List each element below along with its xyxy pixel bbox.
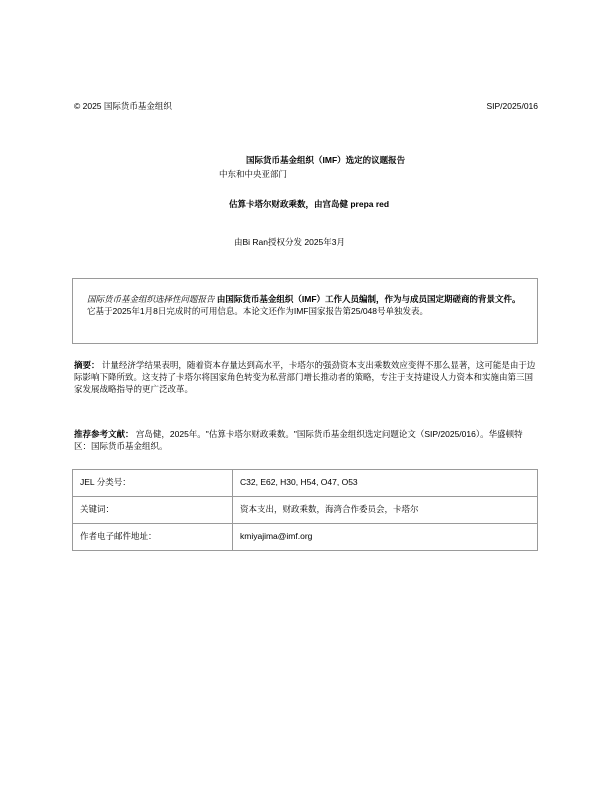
authorization-line: 由Bi Ran授权分发 2025年3月 bbox=[234, 237, 346, 247]
keywords-label: 关键词： bbox=[73, 497, 233, 524]
keywords-value: 资本支出，财政乘数，海湾合作委员会，卡塔尔 bbox=[233, 497, 538, 524]
table-row bbox=[73, 497, 538, 524]
disclaimer-lead-italic: 国际货币基金组织选择性问题报告 bbox=[87, 294, 215, 304]
citation-text: 宫岛健，2025年。"估算卡塔尔财政乘数。"国际货币基金组织选定问题论文（SIP/2025/016）。华盛顿特区：国际货币基金组织。 bbox=[74, 429, 523, 451]
table-row bbox=[73, 524, 538, 551]
copyright-notice: © 2025 国际货币基金组织 bbox=[74, 101, 172, 111]
abstract-label: 摘要： bbox=[74, 360, 100, 370]
abstract-section bbox=[74, 360, 538, 396]
disclaimer-body: 它基于2025年1月8日完成时的可用信息。本论文还作为IMF国家报告第25/048号单独发表。 bbox=[87, 305, 428, 316]
series-title: 国际货币基金组织（IMF）选定的议题报告 bbox=[246, 155, 406, 165]
table-row bbox=[73, 470, 538, 497]
department-name: 中东和中央亚部门 bbox=[219, 169, 288, 179]
jel-label: JEL 分类号： bbox=[73, 470, 233, 497]
citation-label: 推荐参考文献： bbox=[74, 429, 134, 439]
recommended-citation bbox=[74, 429, 538, 453]
email-label: 作者电子邮件地址： bbox=[73, 524, 233, 551]
disclaimer-lead-bold: 由国际货币基金组织（IMF）工作人员编制，作为与成员国定期磋商的背景文件。 bbox=[216, 294, 521, 304]
abstract-text: 计量经济学结果表明，随着资本存量达到高水平，卡塔尔的强劲资本支出乘数效应变得不那么显著，这可能是由于边际影响下降所致。这支持了卡塔尔将国家角色转变为私营部门增长推动者的策略，专注于支持建设人力资本和实施由第三国家发展战略指导的更广泛改革。 bbox=[74, 360, 536, 394]
sip-number: SIP/2025/016 bbox=[486, 101, 538, 111]
metadata-table bbox=[72, 469, 538, 551]
disclaimer-text bbox=[87, 294, 527, 318]
paper-title: 估算卡塔尔财政乘数，由宫岛健 prepa red bbox=[229, 199, 390, 209]
email-value[interactable]: kmiyajima@imf.org bbox=[233, 524, 538, 551]
disclaimer-box bbox=[72, 278, 538, 344]
jel-value: C32, E62, H30, H54, O47, O53 bbox=[233, 470, 538, 497]
